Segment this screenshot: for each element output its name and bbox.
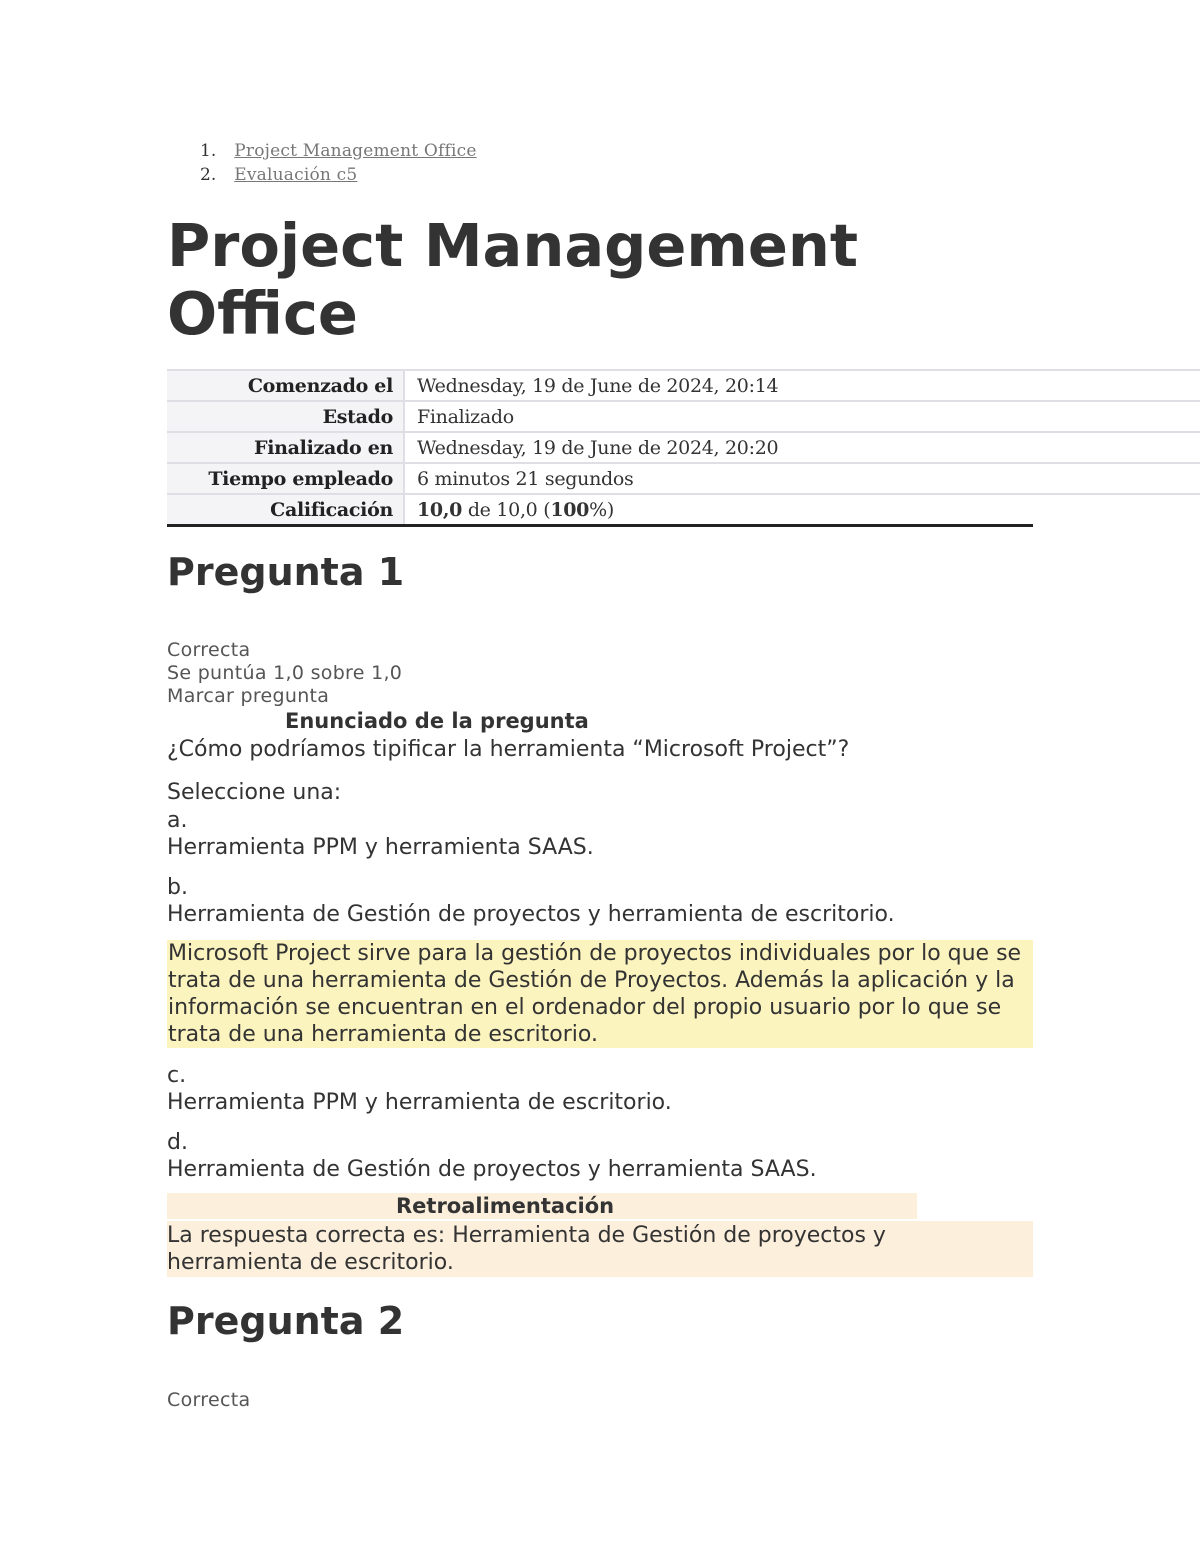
option-a-text[interactable]: Herramienta PPM y herramienta SAAS. <box>167 835 594 860</box>
breadcrumb-item <box>200 163 477 187</box>
summary-label: Comenzado el <box>167 370 404 401</box>
question-1-statement-label: Enunciado de la pregunta <box>285 709 589 733</box>
option-b-explanation: Microsoft Project sirve para la gestión de proyectos individuales por lo que se trata de una herramienta de Gestión de Proyectos. Además la aplicación y la información se encuentran en el ordenador del propio usuario por lo que se trata de una herramienta de escritorio. <box>168 941 1022 1047</box>
question-1-heading: Pregunta 1 <box>167 550 405 594</box>
option-b-letter[interactable]: b. <box>167 875 188 900</box>
summary-value: Wednesday, 19 de June de 2024, 20:14 <box>404 370 1200 401</box>
attempt-summary-table <box>167 369 1200 525</box>
breadcrumb-number: 1. <box>200 141 217 161</box>
summary-row <box>167 432 1200 463</box>
summary-label: Tiempo empleado <box>167 463 404 494</box>
breadcrumb-link-course[interactable]: Project Management Office <box>234 141 477 161</box>
summary-label: Finalizado en <box>167 432 404 463</box>
grade-label: Calificación <box>167 494 404 525</box>
question-1-statement: ¿Cómo podríamos tipificar la herramienta “Microsoft Project”? <box>167 737 850 762</box>
option-a-letter[interactable]: a. <box>167 808 188 833</box>
breadcrumb <box>200 139 477 187</box>
summary-value: Finalizado <box>404 401 1200 432</box>
feedback-text: La respuesta correcta es: Herramienta de Gestión de proyectos y herramienta de escritorio. <box>167 1223 886 1275</box>
page-title: Project Management Office <box>167 211 859 348</box>
flag-question-link[interactable]: Marcar pregunta <box>167 685 330 707</box>
option-c-letter[interactable]: c. <box>167 1063 187 1088</box>
option-d-letter[interactable]: d. <box>167 1130 188 1155</box>
summary-value: 6 minutos 21 segundos <box>404 463 1200 494</box>
grade-percent: 100 <box>550 499 590 521</box>
option-d-text[interactable]: Herramienta de Gestión de proyectos y herramienta SAAS. <box>167 1157 817 1182</box>
question-2-status: Correcta <box>167 1389 251 1411</box>
option-b-text[interactable]: Herramienta de Gestión de proyectos y herramienta de escritorio. <box>167 902 895 927</box>
breadcrumb-item <box>200 139 477 163</box>
breadcrumb-link-evaluation[interactable]: Evaluación c5 <box>234 165 358 185</box>
grade-mid: de 10,0 ( <box>462 499 551 521</box>
question-2-heading: Pregunta 2 <box>167 1299 405 1343</box>
summary-row <box>167 370 1200 401</box>
summary-row <box>167 401 1200 432</box>
grade-end: %) <box>589 499 614 521</box>
summary-divider <box>167 524 1033 527</box>
summary-row-grade <box>167 494 1200 525</box>
feedback-label: Retroalimentación <box>396 1194 615 1218</box>
summary-value: Wednesday, 19 de June de 2024, 20:20 <box>404 432 1200 463</box>
summary-row <box>167 463 1200 494</box>
question-1-score: Se puntúa 1,0 sobre 1,0 <box>167 662 403 684</box>
summary-label: Estado <box>167 401 404 432</box>
option-c-text[interactable]: Herramienta PPM y herramienta de escritorio. <box>167 1090 672 1115</box>
grade-value <box>404 494 1200 525</box>
question-1-prompt: Seleccione una: <box>167 780 342 805</box>
breadcrumb-number: 2. <box>200 165 217 185</box>
question-1-status: Correcta <box>167 639 251 661</box>
grade-score: 10,0 <box>417 499 463 521</box>
